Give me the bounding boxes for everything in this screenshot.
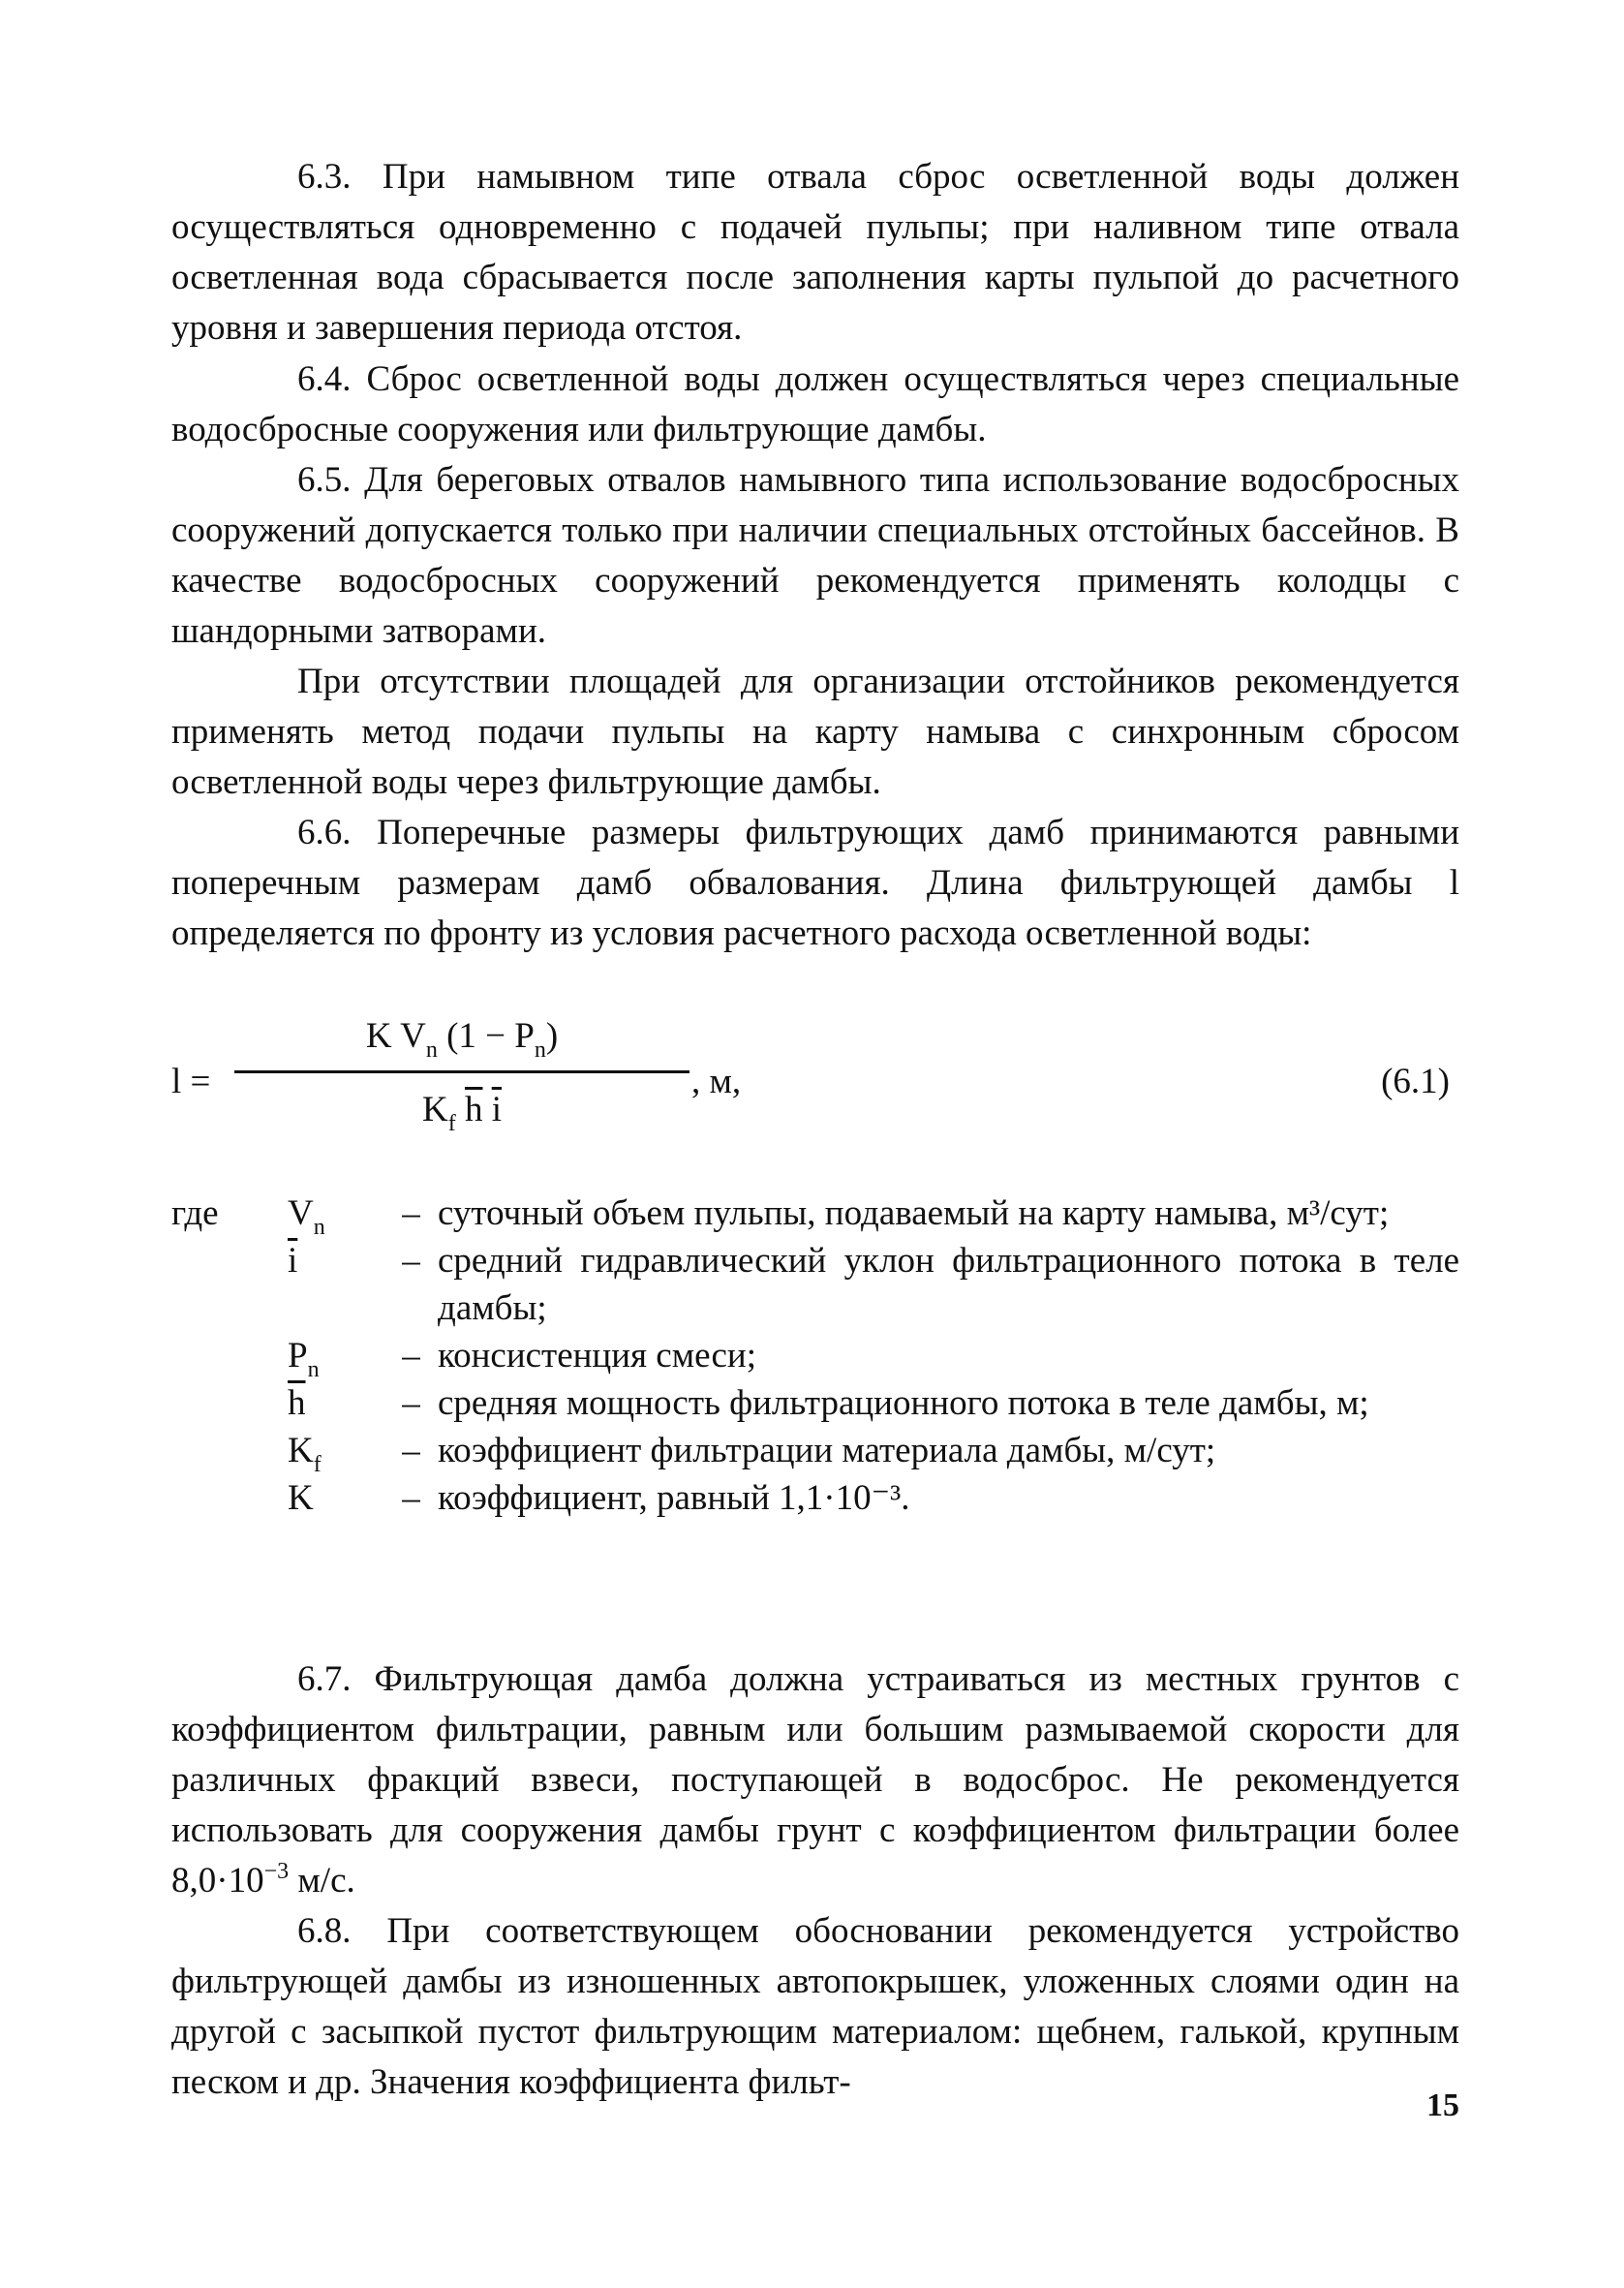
paragraph-6-7 xyxy=(171,1654,1459,1906)
definition-lead xyxy=(171,1427,288,1474)
definition-symbol xyxy=(288,1427,384,1477)
definition-dash: – xyxy=(402,1431,420,1470)
denominator-i: $\overline{i}$ xyxy=(491,1090,502,1129)
definition-row xyxy=(171,1474,1459,1522)
formula-fraction xyxy=(234,1007,689,1137)
numerator-close: ) xyxy=(545,1016,559,1056)
symbol-letter: $\overline{i}$ xyxy=(288,1241,298,1281)
formula-unit: , м, xyxy=(691,1062,742,1101)
definitions-list xyxy=(171,1190,1459,1522)
denominator-h: $\overline{h}$ xyxy=(464,1090,483,1129)
paragraph-6-5-continued: При отсутствии площадей для организации отстойников рекомендуется применять метод подачи пульпы на карту намыва с синхронным сбросом осветленной воды через фильтрующие дамбы. xyxy=(171,662,1459,802)
definition-text: коэффициент фильтрации материала дамбы, м/сут; xyxy=(438,1431,1216,1470)
formula-denominator xyxy=(234,1083,689,1137)
definition-text: коэффициент, равный 1,1·10⁻³. xyxy=(438,1478,910,1518)
paragraph-6-6: 6.6. Поперечные размеры фильтрующих дамб принимаются равными поперечным размерам дамб обвалования. Длина фильтрующей дамбы l определяется по фронту из условия расчетного расхода осветленной воды: xyxy=(171,813,1459,953)
definition-dash: – xyxy=(402,1383,420,1423)
symbol-subscript: n xyxy=(307,1357,320,1382)
symbol-letter: V xyxy=(288,1193,314,1233)
definition-row xyxy=(171,1190,1459,1240)
paragraph-6-7-exponent: −3 xyxy=(263,1859,290,1884)
definition-text: средняя мощность фильтрационного потока в теле дамбы, м; xyxy=(438,1383,1369,1423)
equation-number: (6.1) xyxy=(1381,1062,1450,1101)
definition-row xyxy=(171,1332,1459,1382)
paragraph-6-4: 6.4. Сброс осветленной воды должен осуществляться через специальные водосбросные сооружения или фильтрующие дамбы. xyxy=(171,359,1459,449)
definition-text: средний гидравлический уклон фильтрационного потока в теле дамбы; xyxy=(438,1241,1459,1328)
symbol-subscript: n xyxy=(313,1215,325,1240)
definition-symbol xyxy=(288,1332,384,1382)
definition-lead: где xyxy=(171,1193,219,1233)
symbol-letter: $\overline{h}$ xyxy=(288,1383,306,1423)
numerator-kv: K V xyxy=(365,1016,426,1056)
denominator-k: K xyxy=(421,1090,448,1129)
definition-dash: – xyxy=(402,1193,420,1233)
paragraph-6-7-unit: м/с. xyxy=(289,1861,355,1901)
definition-lead xyxy=(171,1379,288,1427)
formula-numerator xyxy=(234,1007,689,1066)
definition-row xyxy=(171,1427,1459,1477)
paragraph-6-5: 6.5. Для береговых отвалов намывного типа использование водосбросных сооружений допускается только при наличии специальных отстойных бассейнов. В качестве водосбросных сооружений рекомендуется применять колодцы с шандорными затворами. xyxy=(171,460,1459,651)
definition-lead xyxy=(171,1237,288,1332)
definition-row xyxy=(171,1379,1459,1427)
symbol-letter: K xyxy=(288,1431,314,1470)
paragraph-6-3: 6.3. При намывном типе отвала сброс осветленной воды должен осуществляться одновременно с подачей пульпы; при наливном типе отвала осветленная вода сбрасывается после заполнения карты пульпой до расчетного уровня и завершения периода отстоя. xyxy=(171,157,1459,348)
definition-lead xyxy=(171,1332,288,1379)
definition-symbol xyxy=(288,1190,384,1240)
definition-lead xyxy=(171,1474,288,1522)
symbol-letter: K xyxy=(288,1478,314,1518)
definition-dash: – xyxy=(402,1336,420,1376)
definition-symbol xyxy=(288,1379,384,1427)
paragraph-6-8: 6.8. При соответствующем обосновании рекомендуется устройство фильтрующей дамбы из изношенных автопокрышек, уложенных слоями один на другой с засыпкой пустот фильтрующим материалом: щебнем, галькой, крупным песком и др. Значения коэффициента фильт- xyxy=(171,1911,1459,2102)
symbol-letter: P xyxy=(288,1336,308,1376)
numerator-sub-n2: n xyxy=(534,1037,546,1063)
paragraph-6-7-text: 6.7. Фильтрующая дамба должна устраиваться из местных грунтов с коэффициентом фильтрации, равным или большим размываемой скорости для различных фракций взвеси, поступающей в водосброс. Не рекомендуется использовать для сооружения дамбы грунт с коэффициентом фильтрации более 8,0·10 xyxy=(171,1659,1459,1901)
symbol-subscript: f xyxy=(313,1452,322,1477)
definition-text: консистенция смеси; xyxy=(438,1336,756,1376)
page-number: 15 xyxy=(1426,2087,1459,2123)
denominator-sub-f: f xyxy=(447,1111,456,1136)
formula-lhs: l = xyxy=(171,1062,211,1101)
definition-text: суточный объем пульпы, подаваемый на карту намыва, м³/сут; xyxy=(438,1193,1390,1233)
definition-dash: – xyxy=(402,1241,420,1281)
fraction-bar xyxy=(234,1070,689,1073)
numerator-sub-n: n xyxy=(425,1037,438,1063)
definition-dash: – xyxy=(402,1478,420,1518)
definition-symbol xyxy=(288,1237,384,1332)
formula-6-1 xyxy=(171,1007,1459,1182)
definition-symbol xyxy=(288,1474,384,1522)
numerator-paren: (1 − P xyxy=(437,1016,535,1056)
definition-row xyxy=(171,1237,1459,1332)
